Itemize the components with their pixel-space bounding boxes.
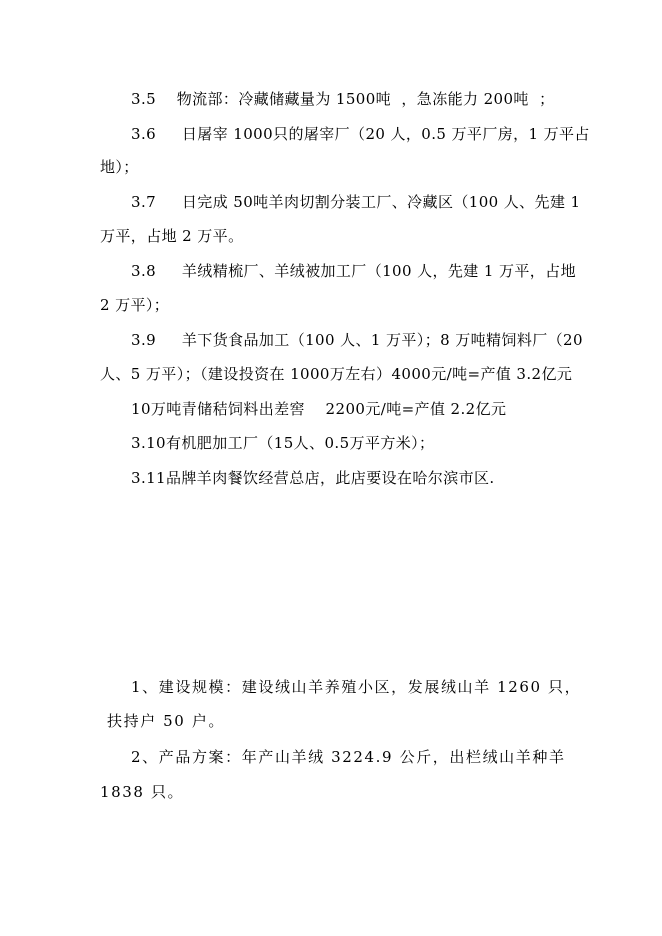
- item-3-9-continuation: 人、5 万平）；（建设投资在 1000万左右）4000元/吨=产值 3.2亿元: [100, 365, 573, 383]
- item-3-7: 3.7 日完成 50吨羊肉切割分装工厂、冷藏区（100 人、先建 1: [131, 193, 581, 211]
- item-3-6-continuation: 地）；: [100, 158, 139, 176]
- item-3-11: 3.11品牌羊肉餐饮经营总店，此店要设在哈尔滨市区.: [131, 469, 495, 487]
- product-plan: 2、产品方案：年产山羊绒 3224.9 公斤，出栏绒山羊种羊: [131, 748, 566, 766]
- item-3-10: 3.10有机肥加工厂（15人、0.5万平方米）；: [131, 434, 435, 452]
- item-3-7-continuation: 万平，占地 2 万平。: [100, 227, 244, 245]
- silage-feed-line: 10万吨青储秸饲料出差窖 2200元/吨=产值 2.2亿元: [131, 400, 507, 418]
- item-3-9: 3.9 羊下货食品加工（100 人、1 万平）；8 万吨精饲料厂（20: [131, 331, 583, 349]
- item-3-8-continuation: 2 万平）；: [100, 296, 170, 314]
- construction-scale: 1、建设规模：建设绒山羊养殖小区，发展绒山羊 1260 只，: [131, 678, 582, 696]
- product-plan-continuation: 1838 只。: [100, 783, 185, 801]
- item-3-8: 3.8 羊绒精梳厂、羊绒被加工厂（100 人，先建 1 万平，占地: [131, 262, 576, 280]
- construction-scale-continuation: 扶持户 50 户。: [107, 712, 226, 730]
- item-3-5: 3.5 物流部：冷藏储藏量为 1500吨 ，急冻能力 200吨 ；: [131, 90, 555, 108]
- item-3-6: 3.6 日屠宰 1000只的屠宰厂（20 人，0.5 万平厂房，1 万平占: [131, 125, 590, 143]
